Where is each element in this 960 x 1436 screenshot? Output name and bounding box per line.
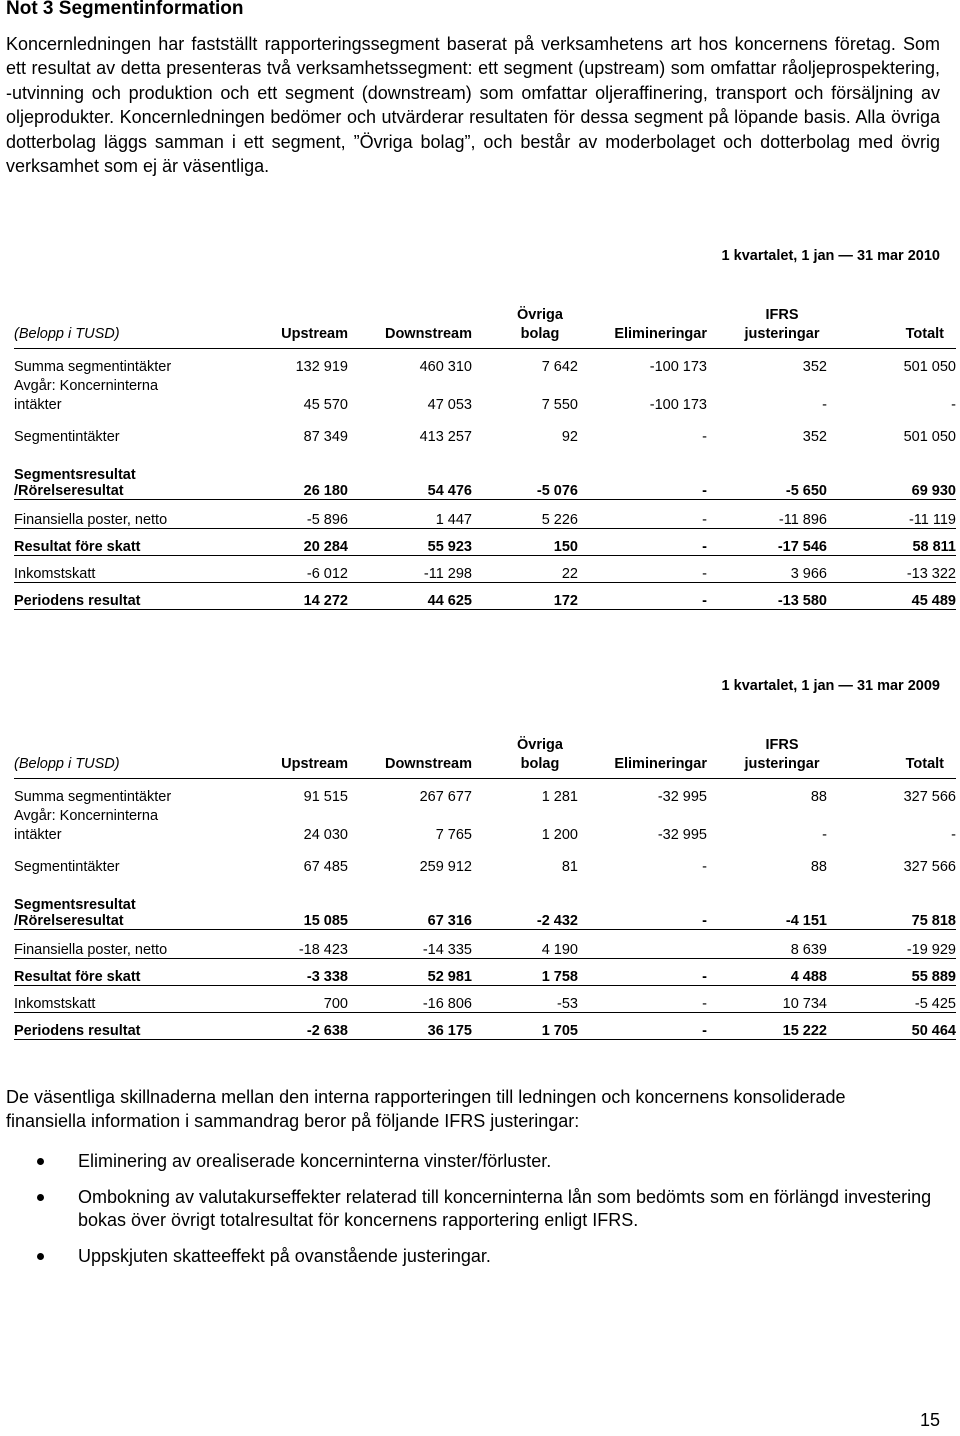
- period-title-2009: 1 kvartalet, 1 jan — 31 mar 2009: [721, 678, 940, 694]
- cell: 15 222: [782, 1023, 827, 1039]
- cell: -: [702, 566, 707, 582]
- cell: 26 180: [303, 483, 348, 499]
- cell: 10 734: [782, 996, 827, 1012]
- row-label: Segmentsresultat /Rörelseresultat: [14, 467, 136, 499]
- cell: 44 625: [427, 593, 472, 609]
- cell: -: [702, 593, 707, 609]
- cell: -: [702, 512, 707, 528]
- table-row: [14, 805, 956, 824]
- cell: 55 889: [911, 969, 956, 985]
- cell: -: [951, 397, 956, 413]
- cell: -17 546: [777, 539, 827, 555]
- cell: 172: [553, 593, 578, 609]
- cell: -: [951, 827, 956, 843]
- row-label: Periodens resultat: [14, 593, 141, 609]
- cell: -: [702, 429, 707, 445]
- col-elimineringar: Elimineringar: [614, 326, 707, 342]
- cell: 58 811: [912, 539, 956, 555]
- row-label: Finansiella poster, netto: [14, 942, 168, 958]
- cell: -11 896: [778, 512, 827, 528]
- table-row: [14, 500, 956, 529]
- col-totalt: Totalt: [905, 326, 944, 342]
- cell: 501 050: [903, 359, 956, 375]
- ifrs-adjustments-intro: De väsentliga skillnaderna mellan den interna rapporteringen till ledningen och koncernens konsoliderade finansiella information i sammandrag beror på följande IFRS justeringar:: [6, 1087, 846, 1131]
- cell: 460 310: [419, 359, 472, 375]
- cell: 352: [802, 429, 827, 445]
- cell: -: [702, 539, 707, 555]
- cell: 5 226: [541, 512, 578, 528]
- cell: -13 580: [777, 593, 827, 609]
- page-number: 15: [919, 1410, 940, 1430]
- cell: -53: [557, 996, 578, 1012]
- cell: -5 076: [536, 483, 578, 499]
- cell: -18 423: [298, 942, 348, 958]
- table-row: [14, 930, 956, 959]
- cell: 14 272: [303, 593, 348, 609]
- cell: 1 281: [541, 789, 578, 805]
- cell: -: [702, 1023, 707, 1039]
- row-label: Periodens resultat: [14, 1023, 141, 1039]
- list-item: Eliminering av orealiserade koncerninterna vinster/förluster.: [0, 1150, 940, 1174]
- ifrs-adjustments-list: [0, 1150, 940, 1280]
- cell: -2 432: [536, 913, 578, 929]
- cell: -19 929: [906, 942, 956, 958]
- unit-label: (Belopp i TUSD): [14, 326, 120, 342]
- cell: 352: [802, 359, 827, 375]
- segment-table-2010: [14, 306, 956, 610]
- cell: -100 173: [649, 359, 707, 375]
- cell: 4 488: [790, 969, 827, 985]
- table-row: [14, 583, 956, 610]
- table-row: [14, 556, 956, 583]
- table-row: [14, 779, 956, 806]
- cell: 87 349: [303, 429, 348, 445]
- row-label: Avgår: Koncerninterna: [14, 378, 159, 394]
- cell: 327 566: [903, 789, 956, 805]
- cell: 91 515: [303, 789, 348, 805]
- row-label: Resultat före skatt: [14, 539, 141, 555]
- row-label: Resultat före skatt: [14, 969, 141, 985]
- cell: 267 677: [419, 789, 472, 805]
- cell: -11 298: [423, 566, 472, 582]
- cell: 8 639: [790, 942, 827, 958]
- cell: 259 912: [419, 859, 472, 875]
- cell: -2 638: [306, 1023, 348, 1039]
- cell: 700: [323, 996, 348, 1012]
- cell: 327 566: [903, 859, 956, 875]
- cell: -3 338: [306, 969, 348, 985]
- cell: -: [702, 859, 707, 875]
- cell: 47 053: [427, 397, 472, 413]
- row-label: Segmentsresultat /Rörelseresultat: [14, 897, 136, 929]
- cell: 45 489: [911, 593, 956, 609]
- cell: 22: [561, 566, 578, 582]
- col-elimineringar: Elimineringar: [614, 756, 707, 772]
- cell: -5 896: [306, 512, 348, 528]
- cell: 45 570: [303, 397, 348, 413]
- col-totalt: Totalt: [905, 756, 944, 772]
- cell: [578, 930, 707, 959]
- cell: 88: [810, 789, 827, 805]
- table-row: [14, 394, 956, 413]
- row-label: Finansiella poster, netto: [14, 512, 168, 528]
- cell: -100 173: [649, 397, 707, 413]
- row-label: Segmentintäkter: [14, 859, 120, 875]
- cell: -14 335: [422, 942, 472, 958]
- col-upstream: Upstream: [281, 326, 348, 342]
- table-row: [14, 986, 956, 1013]
- cell: 67 316: [427, 913, 472, 929]
- cell: 81: [561, 859, 578, 875]
- cell: -5 650: [785, 483, 827, 499]
- table-header-row: [14, 306, 956, 349]
- col-upstream: Upstream: [281, 756, 348, 772]
- cell: 67 485: [303, 859, 348, 875]
- cell: -5 425: [914, 996, 956, 1012]
- row-label: Summa segmentintäkter: [14, 359, 172, 375]
- cell: 15 085: [303, 913, 348, 929]
- cell: 7 550: [541, 397, 578, 413]
- row-label: Summa segmentintäkter: [14, 789, 172, 805]
- table-row: [14, 445, 956, 500]
- cell: 54 476: [427, 483, 472, 499]
- row-label: Inkomstskatt: [14, 996, 96, 1012]
- cell: 150: [553, 539, 578, 555]
- table-row: [14, 413, 956, 445]
- cell: 1 447: [435, 512, 472, 528]
- cell: 1 705: [541, 1023, 578, 1039]
- cell: -: [702, 913, 707, 929]
- row-label: Segmentintäkter: [14, 429, 120, 445]
- intro-paragraph: Koncernledningen har fastställt rapporteringssegment baserat på verksamhetens art hos koncernens företag. Som ett resultat av detta presenteras två verksamhetssegment: ett segment (upstream) som omfattar råoljeprospektering, -utvinning och produktion och ett segment (downstream) som omfattar oljeraffinering, transport och försäljning av oljeprodukter. Koncernledningen bedömer och utvärderar resultaten för dessa segment på löpande basis. Alla övriga dotterbolag läggs samman i ett segment, ”Övriga bolag”, och består av moderbolaget och dotterbolag med övrig verksamhet som ej är väsentliga.: [6, 34, 940, 177]
- table-row: [14, 529, 956, 556]
- cell: 69 930: [911, 483, 956, 499]
- cell: 7 765: [435, 827, 472, 843]
- col-ovriga: Övriga bolag: [517, 737, 563, 772]
- table-row: [14, 1013, 956, 1040]
- unit-label: (Belopp i TUSD): [14, 756, 120, 772]
- table-row: [14, 824, 956, 843]
- cell: 501 050: [903, 429, 956, 445]
- table-row: [14, 843, 956, 875]
- cell: -: [822, 827, 827, 843]
- col-ovriga: Övriga bolag: [517, 307, 563, 342]
- cell: 55 923: [427, 539, 472, 555]
- cell: 75 818: [911, 913, 956, 929]
- cell: -11 119: [908, 512, 956, 528]
- period-title-2010: 1 kvartalet, 1 jan — 31 mar 2010: [721, 248, 940, 264]
- cell: 88: [810, 859, 827, 875]
- cell: 36 175: [427, 1023, 472, 1039]
- table-row: [14, 875, 956, 930]
- page-title: Not 3 Segmentinformation: [6, 0, 244, 19]
- cell: 3 966: [790, 566, 827, 582]
- cell: -: [702, 969, 707, 985]
- cell: 20 284: [303, 539, 348, 555]
- cell: -: [702, 996, 707, 1012]
- list-item: Ombokning av valutakurseffekter relaterad till koncerninterna lån som bedömts som en förlängd investering bokas över övrigt totalresultat för koncernens rapportering enligt IFRS.: [0, 1186, 940, 1233]
- cell: 92: [561, 429, 578, 445]
- cell: 1 758: [541, 969, 578, 985]
- row-label: intäkter: [14, 397, 62, 413]
- cell: 4 190: [541, 942, 578, 958]
- cell: -4 151: [785, 913, 827, 929]
- col-downstream: Downstream: [384, 756, 472, 772]
- cell: 1 200: [541, 827, 578, 843]
- cell: 413 257: [419, 429, 472, 445]
- table-row: [14, 959, 956, 986]
- row-label: intäkter: [14, 827, 62, 843]
- table-row: [14, 349, 956, 376]
- table-row: [14, 375, 956, 394]
- row-label: Avgår: Koncerninterna: [14, 808, 159, 824]
- cell: -32 995: [657, 789, 707, 805]
- row-label: Inkomstskatt: [14, 566, 96, 582]
- table-header-row: [14, 736, 956, 779]
- cell: -16 806: [422, 996, 472, 1012]
- cell: -: [822, 397, 827, 413]
- cell: 52 981: [427, 969, 472, 985]
- col-ifrs: IFRS justeringar: [744, 307, 820, 342]
- list-item: Uppskjuten skatteeffekt på ovanstående justeringar.: [0, 1245, 940, 1269]
- cell: -: [702, 483, 707, 499]
- cell: -6 012: [306, 566, 348, 582]
- col-downstream: Downstream: [384, 326, 472, 342]
- cell: 50 464: [911, 1023, 956, 1039]
- cell: 24 030: [303, 827, 348, 843]
- cell: 7 642: [541, 359, 578, 375]
- cell: -13 322: [906, 566, 956, 582]
- col-ifrs: IFRS justeringar: [744, 737, 820, 772]
- cell: 132 919: [295, 359, 348, 375]
- cell: -32 995: [657, 827, 707, 843]
- segment-table-2009: [14, 736, 956, 1040]
